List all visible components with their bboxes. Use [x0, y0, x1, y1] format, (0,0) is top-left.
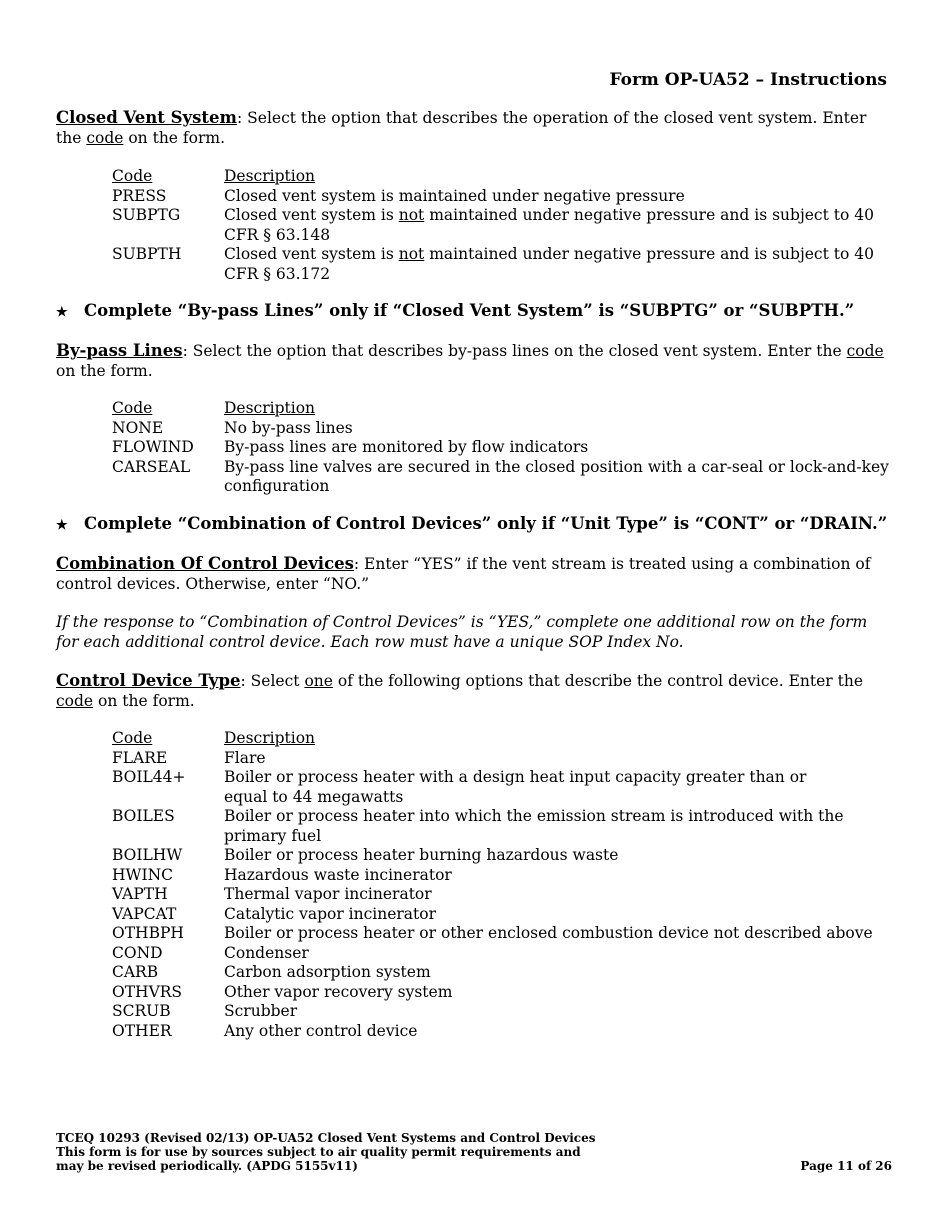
- code-word: code: [846, 342, 884, 360]
- closed-vent-title: Closed Vent System: [56, 108, 237, 127]
- control-device-intro-mid: of the following options that describe the control device. Enter the: [332, 672, 864, 690]
- page-footer: [56, 1131, 892, 1173]
- code-word: code: [86, 128, 124, 147]
- table-row: [112, 187, 892, 207]
- table-row: [112, 419, 892, 439]
- col-description-header: Description: [224, 399, 316, 417]
- table-row: [112, 768, 892, 807]
- row-code: HWINC: [112, 865, 173, 884]
- table-row: [112, 846, 892, 866]
- page-number: Page 11 of 26: [800, 1159, 892, 1173]
- bypass-intro: [56, 341, 892, 381]
- table-row: [112, 924, 892, 944]
- col-code-header: Code: [112, 399, 153, 417]
- closed-vent-intro: [56, 108, 892, 148]
- control-device-intro: [56, 671, 892, 711]
- row-description: Boiler or process heater burning hazardous waste: [224, 846, 619, 864]
- control-device-table: [112, 729, 892, 1041]
- closed-vent-intro-text: : Select the option that describes the operation of the closed vent system. Enter the: [56, 109, 867, 147]
- combination-intro: [56, 554, 892, 594]
- row-description: Flare: [224, 748, 266, 767]
- row-code: FLOWIND: [112, 438, 194, 456]
- bypass-table: [112, 399, 892, 497]
- note-text: Complete “By-pass Lines” only if “Closed Vent System” is “SUBPTG” or “SUBPTH.”: [84, 301, 855, 320]
- table-row: [112, 963, 892, 983]
- table-row: [112, 944, 892, 964]
- bypass-title: By-pass Lines: [56, 341, 183, 360]
- row-description: Boiler or process heater or other enclosed combustion device not described above: [224, 924, 873, 942]
- row-code: CARSEAL: [112, 457, 191, 476]
- row-code: SUBPTH: [112, 245, 182, 263]
- table-row: [112, 749, 892, 769]
- row-code: BOILHW: [112, 846, 183, 864]
- row-code: SUBPTG: [112, 206, 181, 224]
- row-code: VAPCAT: [112, 904, 177, 923]
- row-code: OTHVRS: [112, 982, 183, 1001]
- combination-title: Combination Of Control Devices: [56, 554, 354, 573]
- row-description: Boiler or process heater into which the emission stream is introduced with the primary fuel: [224, 807, 844, 845]
- row-description: By-pass lines are monitored by flow indicators: [224, 438, 589, 456]
- row-code: OTHBPH: [112, 924, 184, 942]
- row-description: Scrubber: [224, 1002, 298, 1020]
- table-row: [112, 866, 892, 886]
- page-header-title: Form OP-UA52 – Instructions: [609, 70, 887, 90]
- table-row: [112, 1022, 892, 1042]
- note-text: Complete “Combination of Control Devices” only if “Unit Type” is “CONT” or “DRAIN.”: [84, 514, 888, 533]
- row-code: VAPTH: [112, 885, 168, 903]
- footer-line: TCEQ 10293 (Revised 02/13) OP-UA52 Closed Vent Systems and Control Devices: [56, 1131, 596, 1145]
- combination-instruction: If the response to “Combination of Control Devices” is “YES,” complete one additional row on the form for each additional control device. Each row must have a unique SOP Index No.: [56, 613, 868, 651]
- row-description: Other vapor recovery system: [224, 982, 453, 1001]
- control-device-title: Control Device Type: [56, 671, 241, 690]
- col-code-header: Code: [112, 729, 153, 747]
- row-description: Hazardous waste incinerator: [224, 865, 452, 884]
- row-description: Closed vent system is maintained under negative pressure: [224, 186, 685, 205]
- row-code: NONE: [112, 418, 164, 437]
- row-code: FLARE: [112, 748, 168, 767]
- closed-vent-table: [112, 167, 892, 284]
- col-code-header: Code: [112, 167, 153, 185]
- table-row: [112, 983, 892, 1003]
- note-combination-condition: [56, 514, 892, 533]
- col-description-header: Description: [224, 167, 316, 185]
- row-description: Thermal vapor incinerator: [224, 885, 432, 903]
- row-code: BOIL44+: [112, 768, 186, 786]
- one-word: one: [304, 672, 333, 690]
- star-icon: ★: [56, 518, 68, 533]
- row-code: COND: [112, 943, 163, 962]
- note-bypass-condition: [56, 301, 892, 320]
- table-row: [112, 245, 892, 284]
- table-row: [112, 807, 892, 846]
- row-code: OTHER: [112, 1021, 172, 1040]
- row-description: Condenser: [224, 943, 309, 962]
- row-description: Closed vent system is not maintained under negative pressure and is subject to 40 CFR § 63.148: [224, 206, 874, 244]
- row-code: BOILES: [112, 807, 175, 825]
- row-description: Any other control device: [224, 1021, 418, 1040]
- table-row: [112, 438, 892, 458]
- table-row: [112, 458, 892, 497]
- row-description: No by-pass lines: [224, 418, 353, 437]
- footer-line: may be revised periodically. (APDG 5155v11): [56, 1159, 358, 1173]
- row-code: PRESS: [112, 186, 167, 205]
- star-icon: ★: [56, 305, 68, 320]
- combination-text: : Enter “YES” if the vent stream is treated using a combination of control devices. Otherwise, enter “NO.”: [56, 555, 871, 593]
- row-code: CARB: [112, 963, 159, 981]
- bypass-intro-text: : Select the option that describes by-pass lines on the closed vent system. Enter the: [182, 342, 847, 360]
- table-row: [112, 206, 892, 245]
- row-description: By-pass line valves are secured in the closed position with a car-seal or lock-and-key configuration: [224, 457, 889, 495]
- bypass-intro-end: on the form.: [56, 361, 153, 380]
- control-device-intro-end: on the form.: [93, 691, 195, 710]
- table-row: [112, 885, 892, 905]
- col-description-header: Description: [224, 729, 316, 747]
- row-description: Carbon adsorption system: [224, 963, 431, 981]
- table-row: [112, 905, 892, 925]
- row-code: SCRUB: [112, 1002, 171, 1020]
- table-row: [112, 1002, 892, 1022]
- control-device-intro-text: : Select: [240, 672, 305, 690]
- row-description: Catalytic vapor incinerator: [224, 904, 437, 923]
- closed-vent-intro-end: on the form.: [123, 128, 226, 147]
- code-word: code: [56, 691, 94, 710]
- footer-line: This form is for use by sources subject to air quality permit requirements and: [56, 1145, 581, 1159]
- row-description: Boiler or process heater with a design heat input capacity greater than or equal to 44 megawatts: [224, 768, 807, 806]
- row-description: Closed vent system is not maintained under negative pressure and is subject to 40 CFR § 63.172: [224, 245, 874, 283]
